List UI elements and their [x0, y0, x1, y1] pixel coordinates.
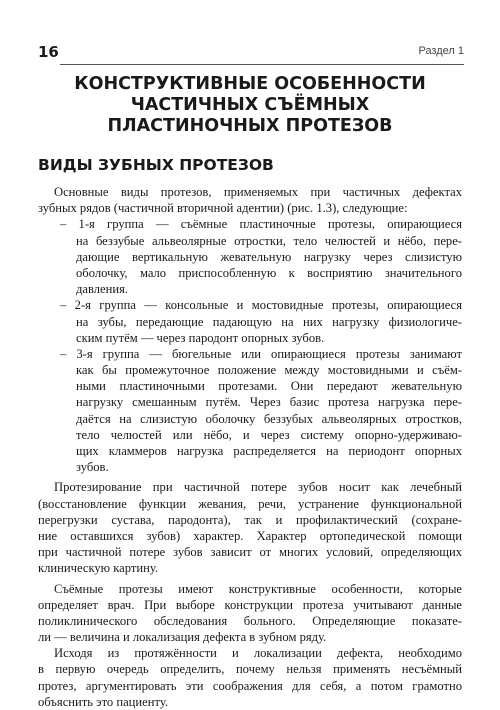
text-line: – 3-я группа — бюгельные или опирающиеся протезы занимают: [60, 346, 462, 361]
chapter-title-line: ПЛАСТИНОЧНЫХ ПРОТЕЗОВ: [107, 116, 393, 136]
section-title: ВИДЫ ЗУБНЫХ ПРОТЕЗОВ: [38, 156, 274, 174]
body-text: [38, 184, 462, 710]
chapter-title-line: ЧАСТИЧНЫХ СЪЁМНЫХ: [130, 95, 370, 115]
text-line: объяснить это пациенту.: [38, 694, 169, 709]
list-item: [38, 297, 462, 346]
text-line: на беззубые альвеолярные отростки, тело челюстей и нёбо, пере-: [76, 233, 462, 248]
text-line: давления.: [76, 282, 129, 297]
text-line: протез, аргументировать эти соображения для себя, а потом грамотно: [38, 678, 462, 693]
text-line: ние оставшихся зубов) характер. Характер ортопедической помощи: [38, 528, 462, 543]
chapter-title-line: КОНСТРУКТИВНЫЕ ОСОБЕННОСТИ: [74, 74, 426, 94]
text-line: Исходя из протяжённости и локализации дефекта, необходимо: [54, 646, 462, 661]
text-line: клиническую картину.: [38, 561, 159, 576]
text-line: дающие вертикальную жевательную нагрузку через слизистую: [76, 249, 462, 264]
text-line: ским путём — через пародонт опорных зубов.: [76, 330, 325, 345]
page-number: 16: [38, 43, 59, 61]
text-line: Съёмные протезы имеют конструктивные особенности, которые: [54, 581, 462, 596]
paragraph: [38, 479, 462, 576]
text-line: Протезирование при частичной потере зубов носит как лечебный: [54, 480, 462, 495]
text-line: зубных рядов (частичной вторичной адентии) (рис. 1.3), следующие:: [38, 201, 408, 216]
paragraph: [38, 645, 462, 710]
text-line: – 1-я группа — съёмные пластиночные протезы, опирающиеся: [60, 217, 462, 232]
text-line: поликлинического обследования больного. Определяющие показате-: [38, 613, 462, 628]
text-line: в первую очередь определить, почему нельзя применять несъёмный: [38, 662, 462, 677]
page-header: [36, 42, 464, 62]
text-line: тело челюстей или нёбо, и через систему опорно-удерживаю-: [76, 427, 462, 442]
text-line: ли — величина и локализация дефекта в зубном ряду.: [38, 630, 327, 645]
paragraph: [38, 184, 462, 216]
text-line: определяет врач. При выборе конструкции протеза учитывают данные: [38, 597, 462, 612]
paragraph: [38, 581, 462, 646]
text-line: нагрузку смешанным путём. Через базис протеза нагрузка пере-: [76, 395, 462, 410]
list-item: [38, 216, 462, 297]
text-line: зубов.: [76, 460, 109, 475]
header-rule: [60, 64, 464, 65]
running-head: Раздел 1: [418, 45, 464, 57]
text-line: (восстановление функции жевания, речи, устранение функциональной: [38, 496, 462, 511]
text-line: оболочку, мало приспособленную к восприятию значительного: [76, 265, 462, 280]
chapter-title: [50, 74, 450, 137]
text-line: – 2-я группа — консольные и мостовидные протезы, опирающиеся: [60, 298, 462, 313]
text-line: ными пластиночными протезами. Они передают жевательную: [76, 379, 462, 394]
text-line: щих кламмеров нагрузка распределяется на периодонт опорных: [76, 444, 462, 458]
text-line: на зубы, передающие падающую на них нагрузку физиологиче-: [76, 314, 462, 329]
text-line: как бы промежуточное положение между мостовидными и съём-: [76, 363, 462, 378]
list-item: [38, 346, 462, 476]
text-line: при частичной потере зубов зависит от многих условий, определяющих: [38, 545, 462, 560]
text-line: Основные виды протезов, применяемых при частичных дефектах: [54, 185, 462, 199]
text-line: даётся на слизистую оболочку беззубых альвеолярных отростков,: [76, 411, 462, 426]
text-line: перегрузки сустава, пародонта), так и профилактический (сохране-: [38, 512, 462, 527]
